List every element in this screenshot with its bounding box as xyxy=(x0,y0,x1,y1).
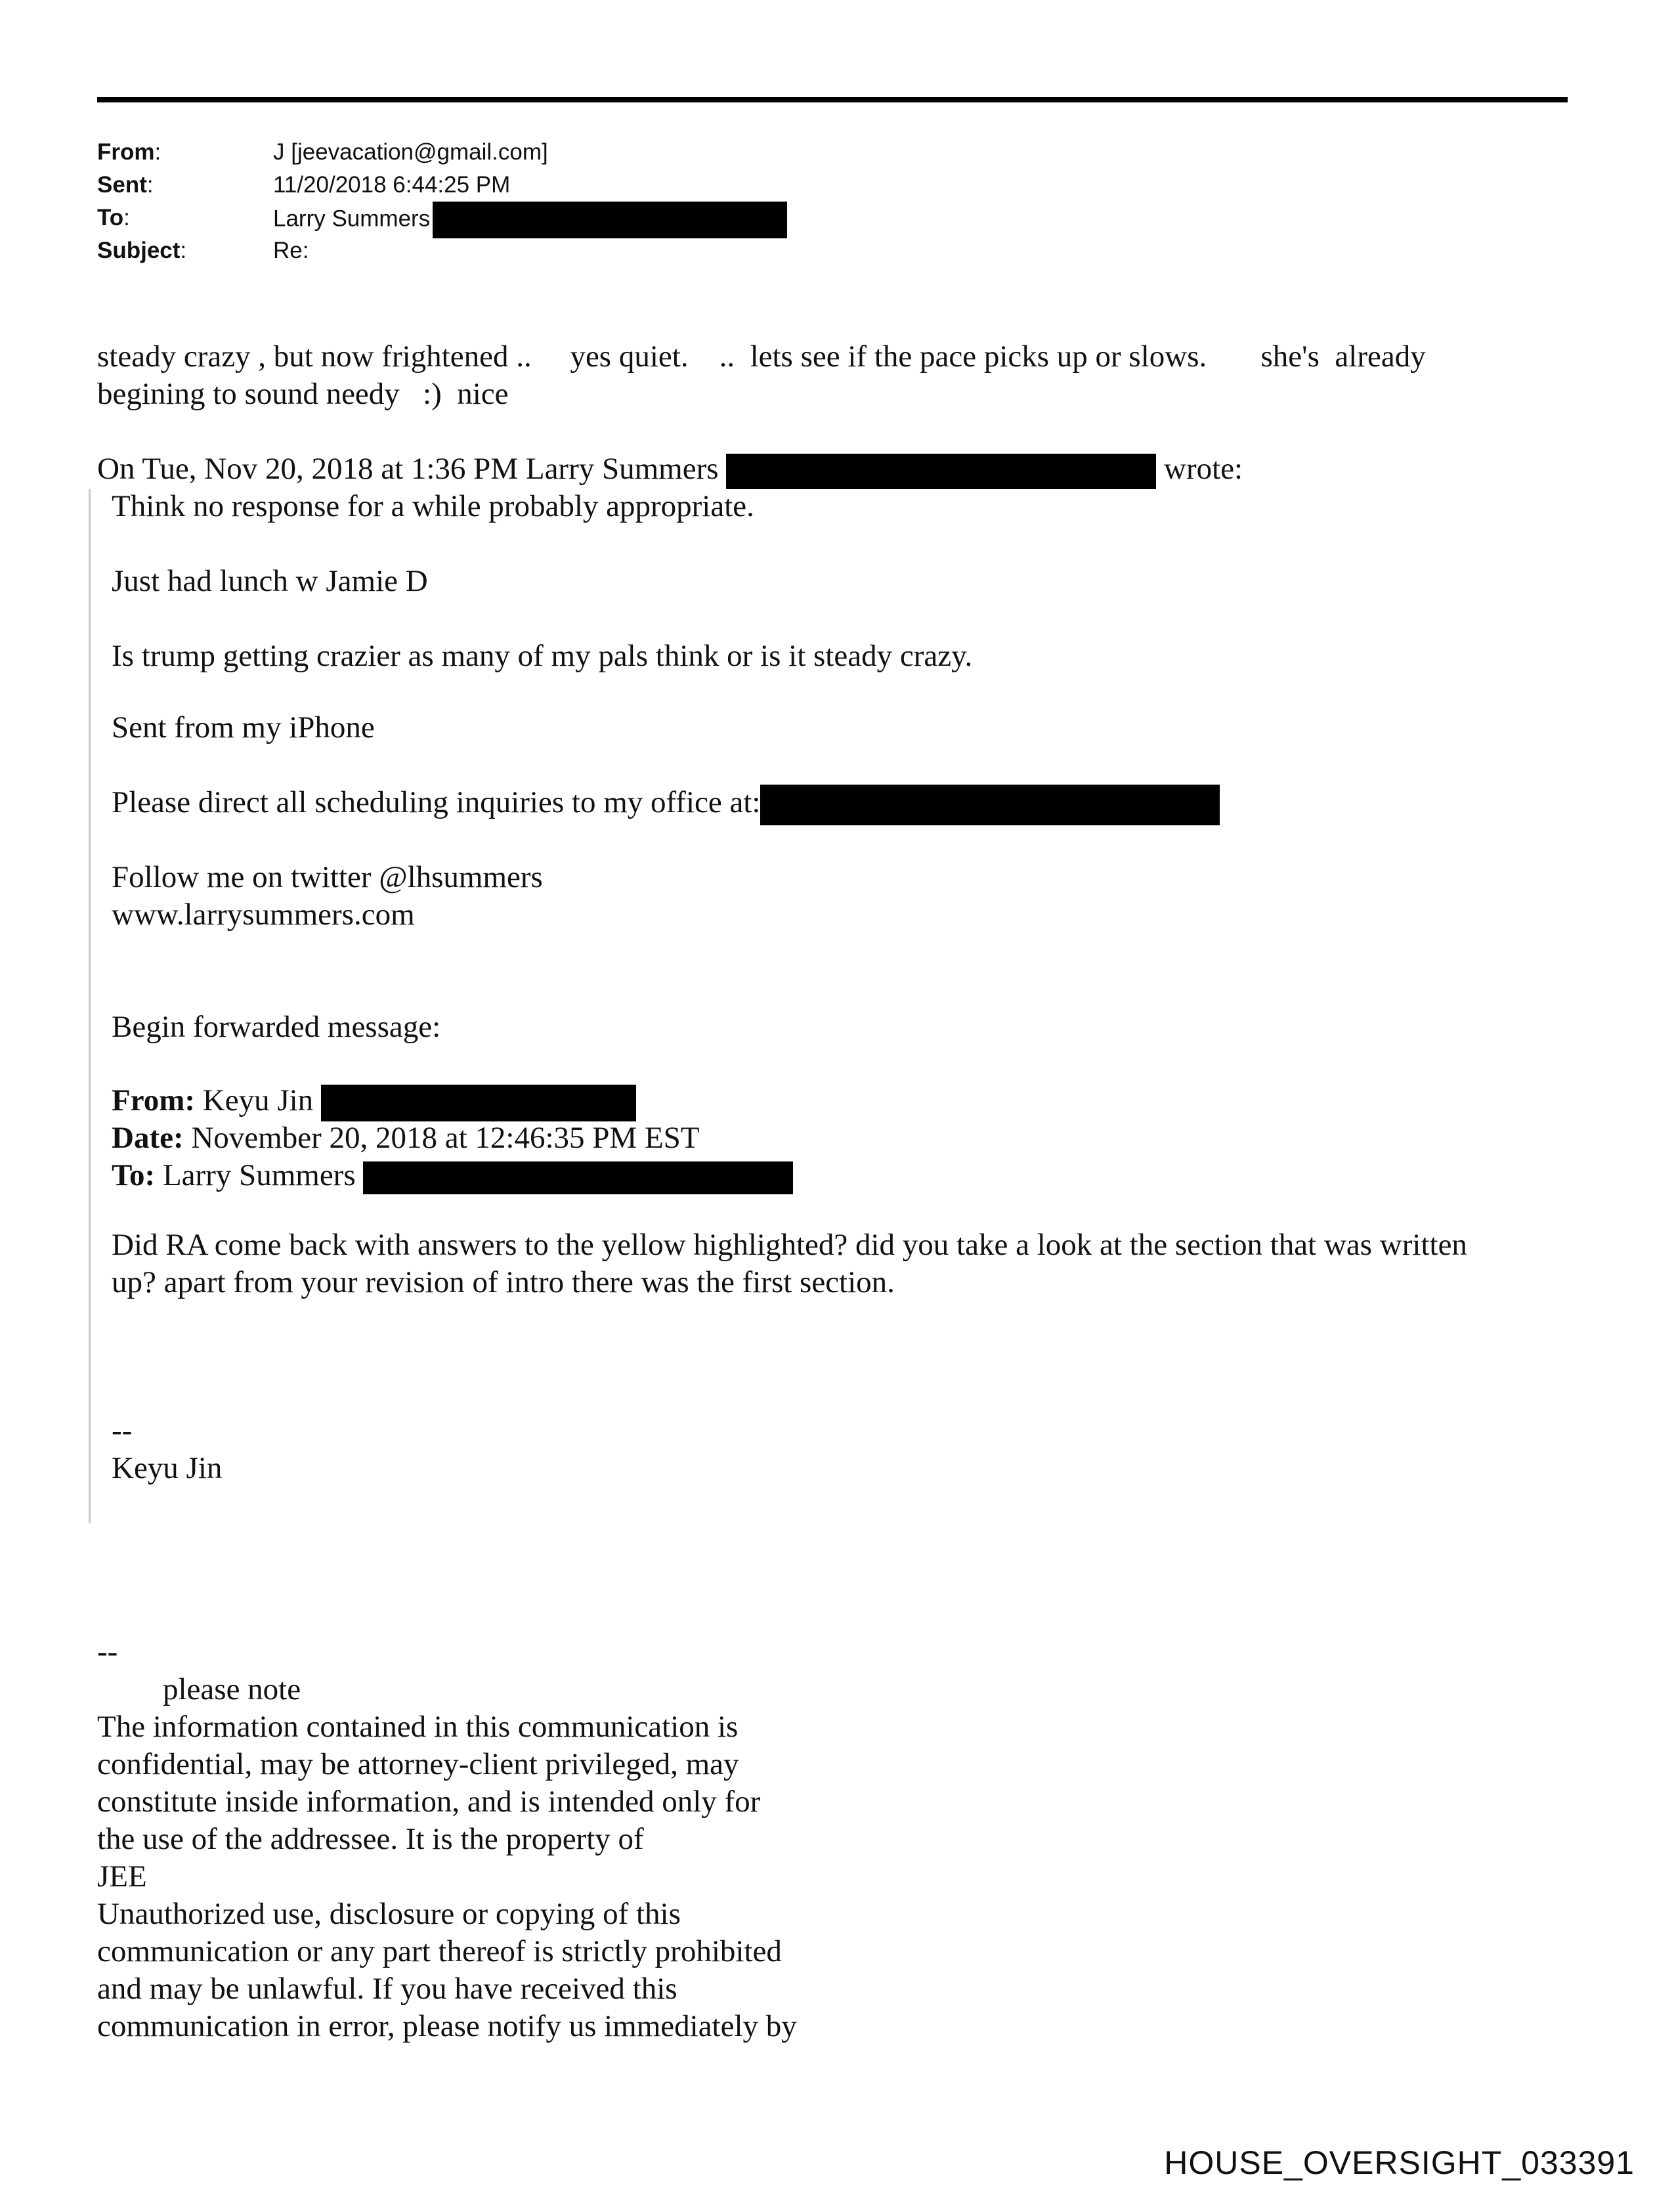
quoted-p4: Sent from my iPhone xyxy=(112,710,375,745)
disclaimer-line: JEE xyxy=(97,1859,147,1894)
quoted-website: www.larrysummers.com xyxy=(112,898,415,932)
redaction-block xyxy=(433,202,787,238)
forwarded-body-line-2: up? apart from your revision of intro there was the first section. xyxy=(112,1265,895,1299)
disclaimer-line: and may be unlawful. If you have received this xyxy=(97,1972,677,2006)
forwarded-date-row xyxy=(112,1119,700,1157)
quote-intro-suffix: wrote: xyxy=(1156,452,1243,486)
quote-bar xyxy=(89,489,91,1523)
reply-line-2: begining to sound needy :) nice xyxy=(97,377,509,411)
reply-line-1: steady crazy , but now frightened .. yes quiet. .. lets see if the pace picks up or slows. she's already xyxy=(97,339,1426,374)
header-subject-label: Subject xyxy=(97,238,181,263)
redaction-block xyxy=(363,1161,793,1194)
forwarded-date-label: Date: xyxy=(112,1121,184,1155)
forwarded-date-value: November 20, 2018 at 12:46:35 PM EST xyxy=(191,1121,700,1155)
disclaimer-line: constitute inside information, and is intended only for xyxy=(97,1785,761,1819)
disclaimer-line: confidential, may be attorney-client privileged, may xyxy=(97,1747,739,1781)
header-to-value: Larry Summers xyxy=(273,206,431,232)
header-subject-value: Re: xyxy=(273,238,309,263)
forwarded-to-value: Larry Summers xyxy=(162,1158,356,1192)
disclaimer-line: The information contained in this communication is xyxy=(97,1710,739,1744)
quoted-p2: Just had lunch w Jamie D xyxy=(112,564,428,598)
forwarded-from-row xyxy=(112,1082,636,1121)
disclaimer-note: please note xyxy=(163,1672,301,1706)
quoted-p3: Is trump getting crazier as many of my pals think or is it steady crazy. xyxy=(112,639,973,673)
quoted-p5 xyxy=(112,784,1220,825)
redaction-block xyxy=(321,1085,636,1121)
quoted-p1: Think no response for a while probably appropriate. xyxy=(112,489,754,523)
signature-dash: -- xyxy=(112,1414,133,1448)
forwarded-intro: Begin forwarded message: xyxy=(112,1010,441,1044)
quote-intro xyxy=(97,450,1243,489)
disclaimer-dash: -- xyxy=(97,1635,118,1669)
document-id: HOUSE_OVERSIGHT_033391 xyxy=(1164,2144,1635,2181)
header-sent-label: Sent xyxy=(97,172,147,198)
forwarded-from-value: Keyu Jin xyxy=(202,1083,314,1117)
forwarded-body-line-1: Did RA come back with answers to the yellow highlighted? did you take a look at the section that was written xyxy=(112,1228,1467,1262)
quoted-twitter: Follow me on twitter @lhsummers xyxy=(112,860,543,894)
disclaimer-line: Unauthorized use, disclosure or copying of this xyxy=(97,1897,681,1931)
quote-intro-prefix: On Tue, Nov 20, 2018 at 1:36 PM Larry Summers xyxy=(97,452,727,486)
disclaimer-line: the use of the addressee. It is the property of xyxy=(97,1822,644,1856)
header-from-label: From xyxy=(97,139,155,165)
signature-name: Keyu Jin xyxy=(112,1451,223,1485)
header-to-label: To xyxy=(97,205,124,230)
forwarded-to-label: To: xyxy=(112,1158,156,1192)
quoted-p5-text: Please direct all scheduling inquiries to my office at: xyxy=(112,785,761,819)
forwarded-to-row xyxy=(112,1157,793,1194)
disclaimer-line: communication in error, please notify us immediately by xyxy=(97,2009,797,2043)
redaction-block xyxy=(726,454,1156,489)
redaction-block xyxy=(760,785,1220,825)
header-sent-value: 11/20/2018 6:44:25 PM xyxy=(273,172,511,198)
forwarded-from-label: From: xyxy=(112,1083,196,1117)
header-from-value: J [jeevacation@gmail.com] xyxy=(273,139,548,165)
header-rule xyxy=(97,97,1568,102)
disclaimer-line: communication or any part thereof is strictly prohibited xyxy=(97,1934,782,1968)
